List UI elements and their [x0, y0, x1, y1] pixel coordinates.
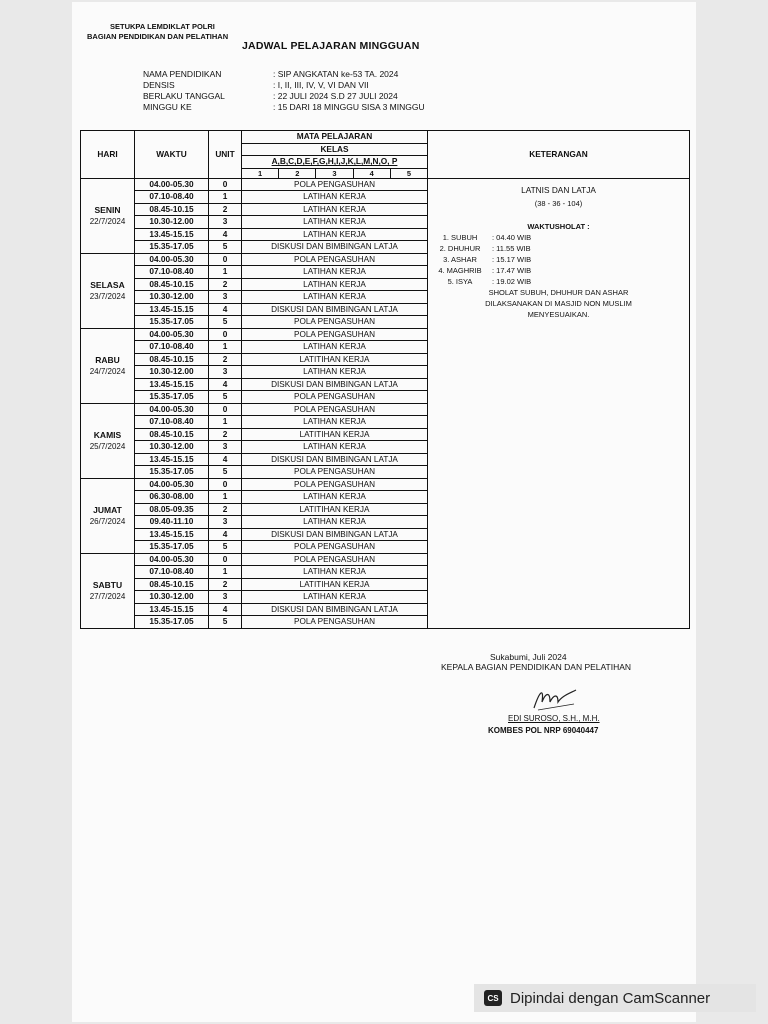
- subject-cell: POLA PENGASUHAN: [242, 466, 428, 479]
- time-cell: 15.35-17.05: [135, 616, 209, 629]
- schedule-body: [81, 178, 690, 628]
- subject-cell: DISKUSI DAN BIMBINGAN LATJA: [242, 603, 428, 616]
- time-cell: 15.35-17.05: [135, 541, 209, 554]
- header-hari: HARI: [81, 131, 135, 179]
- sholat-name: 5. ISYA: [447, 276, 473, 286]
- subject-cell: LATIHAN KERJA: [242, 566, 428, 579]
- unit-cell: 0: [209, 478, 242, 491]
- info-value: : I, II, III, IV, V, VI DAN VII: [273, 80, 369, 90]
- subject-cell: DISKUSI DAN BIMBINGAN LATJA: [242, 378, 428, 391]
- document-title: JADWAL PELAJARAN MINGGUAN: [242, 40, 420, 52]
- unit-cell: 1: [209, 191, 242, 204]
- unit-cell: 1: [209, 266, 242, 279]
- unit-cell: 5: [209, 391, 242, 404]
- subject-cell: LATIHAN KERJA: [242, 366, 428, 379]
- info-value: : 15 DARI 18 MINGGU SISA 3 MINGGU: [273, 102, 425, 112]
- time-cell: 08.45-10.15: [135, 578, 209, 591]
- time-cell: 15.35-17.05: [135, 241, 209, 254]
- unit-cell: 0: [209, 253, 242, 266]
- unit-cell: 3: [209, 591, 242, 604]
- unit-cell: 0: [209, 328, 242, 341]
- day-cell: [81, 403, 135, 478]
- unit-cell: 1: [209, 416, 242, 429]
- unit-cell: 2: [209, 203, 242, 216]
- ket-line: LATNIS DAN LATJA: [521, 184, 596, 195]
- sholat-row: [428, 265, 689, 276]
- unit-cell: 2: [209, 578, 242, 591]
- subject-cell: DISKUSI DAN BIMBINGAN LATJA: [242, 528, 428, 541]
- unit-cell: 2: [209, 278, 242, 291]
- sholat-name: 1. SUBUH: [442, 232, 478, 242]
- sholat-time: : 17.47 WIB: [492, 265, 532, 275]
- time-cell: 08.05-09.35: [135, 503, 209, 516]
- unit-cell: 4: [209, 378, 242, 391]
- header-mata-pelajaran: MATA PELAJARAN: [242, 131, 428, 144]
- unit-cell: 3: [209, 216, 242, 229]
- unit-cell: 3: [209, 516, 242, 529]
- time-cell: 04.00-05.30: [135, 403, 209, 416]
- day-cell: [81, 553, 135, 628]
- unit-cell: 5: [209, 616, 242, 629]
- subject-cell: POLA PENGASUHAN: [242, 478, 428, 491]
- sholat-time: : 11.55 WIB: [492, 243, 531, 253]
- sholat-name: 2. DHUHUR: [439, 243, 481, 253]
- info-value: : SIP ANGKATAN ke-53 TA. 2024: [273, 69, 399, 79]
- sholat-time: : 15.17 WIB: [492, 254, 532, 264]
- subject-cell: DISKUSI DAN BIMBINGAN LATJA: [242, 303, 428, 316]
- sholat-name: 4. MAGHRIB: [438, 265, 482, 275]
- schedule-header: [81, 131, 690, 179]
- info-label: MINGGU KE: [143, 102, 192, 112]
- keterangan-cell: [428, 178, 690, 628]
- info-row-berlaku: [143, 91, 398, 101]
- day-date: 26/7/2024: [89, 516, 126, 526]
- time-cell: 08.45-10.15: [135, 353, 209, 366]
- sholat-row: [428, 243, 689, 254]
- subject-cell: LATIHAN KERJA: [242, 491, 428, 504]
- time-cell: 08.45-10.15: [135, 428, 209, 441]
- info-row-minggu: [143, 102, 425, 112]
- unit-cell: 2: [209, 503, 242, 516]
- unit-cell: 2: [209, 428, 242, 441]
- time-cell: 08.45-10.15: [135, 203, 209, 216]
- unit-cell: 4: [209, 603, 242, 616]
- subject-cell: LATIHAN KERJA: [242, 341, 428, 354]
- subject-cell: LATIHAN KERJA: [242, 516, 428, 529]
- subject-cell: POLA PENGASUHAN: [242, 328, 428, 341]
- time-cell: 13.45-15.15: [135, 603, 209, 616]
- time-cell: 04.00-05.30: [135, 478, 209, 491]
- unit-cell: 3: [209, 366, 242, 379]
- subject-cell: LATIHAN KERJA: [242, 191, 428, 204]
- day-name: SENIN: [94, 204, 121, 215]
- kelas-number: 3: [316, 169, 353, 178]
- sholat-row: [428, 254, 689, 265]
- unit-cell: 1: [209, 566, 242, 579]
- time-cell: 15.35-17.05: [135, 316, 209, 329]
- ket-note: DILAKSANAKAN DI MASJID NON MUSLIM: [485, 298, 632, 308]
- info-label: NAMA PENDIDIKAN: [143, 69, 222, 79]
- day-name: SABTU: [92, 579, 123, 590]
- schedule-table: [80, 130, 690, 629]
- unit-cell: 4: [209, 453, 242, 466]
- day-cell: [81, 478, 135, 553]
- unit-cell: 0: [209, 403, 242, 416]
- subject-cell: POLA PENGASUHAN: [242, 541, 428, 554]
- time-cell: 07.10-08.40: [135, 566, 209, 579]
- time-cell: 13.45-15.15: [135, 528, 209, 541]
- camscanner-logo-icon: CS: [484, 990, 502, 1006]
- time-cell: 08.45-10.15: [135, 278, 209, 291]
- time-cell: 07.10-08.40: [135, 266, 209, 279]
- signatory-rank: KOMBES POL NRP 69040447: [488, 726, 599, 735]
- subject-cell: LATITIHAN KERJA: [242, 578, 428, 591]
- unit-cell: 0: [209, 553, 242, 566]
- time-cell: 04.00-05.30: [135, 253, 209, 266]
- sholat-name: 3. ASHAR: [443, 254, 477, 264]
- schedule-row: [81, 178, 690, 191]
- ket-line: (38 - 36 - 104): [534, 198, 583, 208]
- time-cell: 15.35-17.05: [135, 466, 209, 479]
- unit-cell: 3: [209, 441, 242, 454]
- subject-cell: LATIHAN KERJA: [242, 228, 428, 241]
- subject-cell: POLA PENGASUHAN: [242, 253, 428, 266]
- time-cell: 10.30-12.00: [135, 591, 209, 604]
- subject-cell: LATITIHAN KERJA: [242, 428, 428, 441]
- kelas-number: 2: [279, 169, 316, 178]
- info-label: BERLAKU TANGGAL: [143, 91, 225, 101]
- unit-cell: 1: [209, 491, 242, 504]
- unit-cell: 4: [209, 228, 242, 241]
- time-cell: 04.00-05.30: [135, 178, 209, 191]
- unit-cell: 5: [209, 316, 242, 329]
- subject-cell: LATITIHAN KERJA: [242, 503, 428, 516]
- time-cell: 10.30-12.00: [135, 291, 209, 304]
- subject-cell: POLA PENGASUHAN: [242, 616, 428, 629]
- time-cell: 10.30-12.00: [135, 366, 209, 379]
- header-kelas-list: A,B,C,D,E,F,G,H,I,J,K,L,M,N,O, P: [242, 156, 428, 169]
- signature-title: KEPALA BAGIAN PENDIDIKAN DAN PELATIHAN: [441, 662, 632, 672]
- subject-cell: POLA PENGASUHAN: [242, 403, 428, 416]
- time-cell: 06.30-08.00: [135, 491, 209, 504]
- sholat-title: WAKTUSHOLAT :: [527, 221, 590, 231]
- subject-cell: LATIHAN KERJA: [242, 416, 428, 429]
- subject-cell: LATIHAN KERJA: [242, 291, 428, 304]
- subject-cell: LATIHAN KERJA: [242, 203, 428, 216]
- day-cell: [81, 328, 135, 403]
- institution-name: SETUKPA LEMDIKLAT POLRI: [110, 22, 215, 31]
- handwritten-signature: [530, 684, 580, 712]
- unit-cell: 4: [209, 303, 242, 316]
- subject-cell: POLA PENGASUHAN: [242, 553, 428, 566]
- day-date: 25/7/2024: [89, 441, 126, 451]
- time-cell: 07.10-08.40: [135, 191, 209, 204]
- subject-cell: LATIHAN KERJA: [242, 266, 428, 279]
- subject-cell: LATIHAN KERJA: [242, 278, 428, 291]
- subject-cell: POLA PENGASUHAN: [242, 178, 428, 191]
- time-cell: 13.45-15.15: [135, 228, 209, 241]
- info-row-densis: [143, 80, 369, 90]
- unit-cell: 0: [209, 178, 242, 191]
- kelas-number: 4: [354, 169, 391, 178]
- time-cell: 07.10-08.40: [135, 416, 209, 429]
- unit-cell: 1: [209, 341, 242, 354]
- day-date: 23/7/2024: [89, 291, 126, 301]
- sholat-time: : 19.02 WIB: [492, 276, 532, 286]
- unit-cell: 5: [209, 541, 242, 554]
- time-cell: 09.40-11.10: [135, 516, 209, 529]
- info-row-nama: [143, 69, 399, 79]
- time-cell: 04.00-05.30: [135, 328, 209, 341]
- department-name: BAGIAN PENDIDIKAN DAN PELATIHAN: [87, 32, 229, 41]
- camscanner-text: Dipindai dengan CamScanner: [510, 989, 711, 1007]
- day-cell: [81, 253, 135, 328]
- header-waktu: WAKTU: [135, 131, 209, 179]
- header-kelas-numbers: [242, 168, 428, 178]
- time-cell: 15.35-17.05: [135, 391, 209, 404]
- subject-cell: LATIHAN KERJA: [242, 216, 428, 229]
- subject-cell: POLA PENGASUHAN: [242, 316, 428, 329]
- subject-cell: LATITIHAN KERJA: [242, 353, 428, 366]
- subject-cell: DISKUSI DAN BIMBINGAN LATJA: [242, 453, 428, 466]
- header-kelas: KELAS: [242, 143, 428, 156]
- day-name: SELASA: [90, 279, 125, 290]
- ket-note: SHOLAT SUBUH, DHUHUR DAN ASHAR: [488, 287, 629, 297]
- unit-cell: 5: [209, 241, 242, 254]
- unit-cell: 4: [209, 528, 242, 541]
- day-date: 24/7/2024: [89, 366, 126, 376]
- day-name: KAMIS: [93, 429, 122, 440]
- unit-cell: 3: [209, 291, 242, 304]
- sholat-row: [428, 232, 689, 243]
- sholat-time: : 04.40 WIB: [492, 232, 532, 242]
- signature-date: Sukabumi, Juli 2024: [490, 652, 567, 662]
- day-date: 27/7/2024: [89, 591, 126, 601]
- time-cell: 13.45-15.15: [135, 453, 209, 466]
- kelas-number: 1: [242, 169, 279, 178]
- signatory-name: EDI SUROSO, S.H., M.H.: [508, 714, 600, 723]
- ket-note: MENYESUAIKAN.: [527, 309, 590, 319]
- kelas-number: 5: [406, 168, 411, 178]
- unit-cell: 5: [209, 466, 242, 479]
- subject-cell: LATIHAN KERJA: [242, 591, 428, 604]
- camscanner-badge: [474, 984, 756, 1012]
- day-name: JUMAT: [93, 504, 122, 515]
- time-cell: 07.10-08.40: [135, 341, 209, 354]
- header-unit: UNIT: [209, 131, 242, 179]
- info-label: DENSIS: [143, 80, 175, 90]
- day-cell: [81, 178, 135, 253]
- time-cell: 10.30-12.00: [135, 216, 209, 229]
- sholat-row: [428, 276, 689, 287]
- time-cell: 13.45-15.15: [135, 378, 209, 391]
- unit-cell: 2: [209, 353, 242, 366]
- header-keterangan: KETERANGAN: [428, 131, 690, 179]
- day-date: 22/7/2024: [89, 216, 126, 226]
- subject-cell: LATIHAN KERJA: [242, 441, 428, 454]
- info-value: : 22 JULI 2024 S.D 27 JULI 2024: [273, 91, 398, 101]
- time-cell: 13.45-15.15: [135, 303, 209, 316]
- time-cell: 10.30-12.00: [135, 441, 209, 454]
- subject-cell: POLA PENGASUHAN: [242, 391, 428, 404]
- day-name: RABU: [95, 354, 120, 365]
- subject-cell: DISKUSI DAN BIMBINGAN LATJA: [242, 241, 428, 254]
- time-cell: 04.00-05.30: [135, 553, 209, 566]
